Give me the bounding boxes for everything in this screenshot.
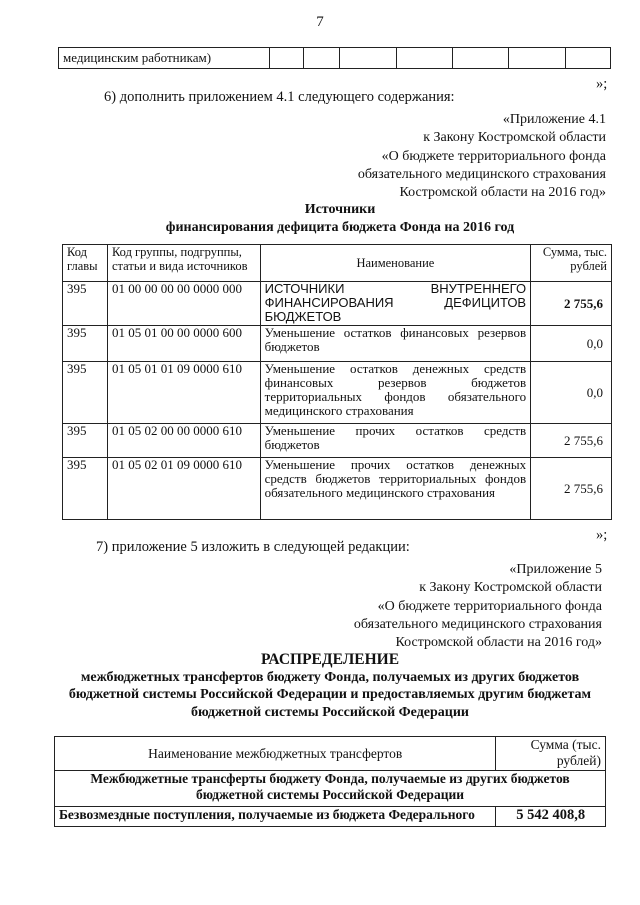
appendix-5-line2: к Закону Костромской области — [419, 580, 602, 596]
row-group-code: 01 05 01 00 00 0000 600 — [107, 326, 260, 362]
appendix-5-line1: «Приложение 5 — [509, 562, 602, 577]
row-name: Уменьшение остатков денежных средств финансовых резервов бюджетов территориальных фондов обязательного медицинского страхования — [260, 362, 530, 424]
sources-title — [40, 201, 640, 237]
transfer-row-name: Безвозмездные поступления, получаемые из бюджета Федерального — [55, 807, 496, 827]
appendix-5-line3: «О бюджете территориального фонда — [377, 598, 602, 614]
item-6-text: 6) дополнить приложением 4.1 следующего содержания: — [104, 89, 455, 105]
appendix-4-1-line4: обязательного медицинского страхования — [357, 166, 606, 182]
col-transfer-name: Наименование межбюджетных трансфертов — [55, 737, 496, 771]
sources-title-line2: финансирования дефицита бюджета Фонда на 2016 год — [165, 220, 515, 235]
closing-quote-2: »; — [596, 527, 608, 543]
row-group-code: 01 05 02 01 09 0000 610 — [107, 458, 260, 520]
appendix-4-1-line3: «О бюджете территориального фонда — [381, 148, 606, 164]
appendix-5-line5: Костромской области на 2016 год» — [395, 635, 602, 651]
row-group-code: 01 05 02 00 00 0000 610 — [107, 424, 260, 458]
row-amount: 2 755,6 — [531, 458, 612, 520]
appendix-4-1-header — [358, 111, 606, 202]
col-code-head: Код главы — [63, 245, 108, 282]
table-row — [63, 458, 612, 520]
previous-table-fragment — [58, 47, 611, 69]
item-7-text: 7) приложение 5 изложить в следующей редакции: — [96, 539, 410, 555]
sources-table-header — [63, 245, 612, 282]
transfers-table-header — [55, 737, 606, 771]
row-group-code: 01 00 00 00 00 0000 000 — [107, 282, 260, 326]
col-name: Наименование — [260, 245, 530, 282]
distribution-title — [20, 651, 640, 721]
row-amount: 2 755,6 — [531, 282, 612, 326]
col-code-group: Код группы, подгруппы, статьи и вида источников — [107, 245, 260, 282]
col-amount: Сумма, тыс. рублей — [531, 245, 612, 282]
row-head-code: 395 — [63, 326, 108, 362]
page-number: 7 — [316, 14, 324, 30]
appendix-5-header — [354, 561, 602, 652]
row-name: ИСТОЧНИКИ ВНУТРЕННЕГО ФИНАНСИРОВАНИЯ ДЕФИЦИТОВ БЮДЖЕТОВ — [260, 282, 530, 326]
row-group-code: 01 05 01 01 09 0000 610 — [107, 362, 260, 424]
appendix-4-1-line1: «Приложение 4.1 — [502, 112, 606, 127]
row-amount: 0,0 — [531, 326, 612, 362]
sources-title-line1: Источники — [304, 202, 376, 217]
row-amount: 0,0 — [531, 362, 612, 424]
distribution-title-line2: межбюджетных трансфертов бюджету Фонда, получаемых из других бюджетов — [80, 669, 580, 685]
row-name: Уменьшение прочих остатков денежных средств бюджетов территориальных фондов обязательного медицинского страхования — [260, 458, 530, 520]
row-name: Уменьшение остатков финансовых резервов бюджетов — [260, 326, 530, 362]
table-row — [63, 424, 612, 458]
transfer-row-amount: 5 542 408,8 — [496, 807, 606, 827]
col-transfer-amount: Сумма (тыс. рублей) — [496, 737, 606, 771]
transfers-section-title: Межбюджетные трансферты бюджету Фонда, получаемые из других бюджетов бюджетной системы Российской Федерации — [55, 771, 606, 807]
table-row — [63, 282, 612, 326]
appendix-4-1-line2: к Закону Костромской области — [423, 130, 606, 146]
appendix-4-1-line5: Костромской области на 2016 год» — [399, 185, 606, 201]
row-amount: 2 755,6 — [531, 424, 612, 458]
closing-quote-1: »; — [596, 76, 608, 92]
transfers-table — [54, 736, 606, 827]
row-head-code: 395 — [63, 458, 108, 520]
transfers-section-row — [55, 771, 606, 807]
table-row — [63, 362, 612, 424]
table-row — [55, 807, 606, 827]
distribution-title-line3: бюджетной системы Российской Федерации и предоставляемых другим бюджетам — [68, 687, 592, 702]
row-name: Уменьшение прочих остатков средств бюджетов — [260, 424, 530, 458]
row-head-code: 395 — [63, 282, 108, 326]
row-head-code: 395 — [63, 424, 108, 458]
row-head-code: 395 — [63, 362, 108, 424]
sources-table — [62, 244, 612, 520]
table-row — [63, 326, 612, 362]
distribution-title-line4: бюджетной системы Российской Федерации — [191, 704, 469, 720]
distribution-title-line1: РАСПРЕДЕЛЕНИЕ — [260, 651, 400, 668]
appendix-5-line4: обязательного медицинского страхования — [353, 616, 602, 632]
prev-table-cell-text: медицинским работникам) — [59, 48, 270, 69]
